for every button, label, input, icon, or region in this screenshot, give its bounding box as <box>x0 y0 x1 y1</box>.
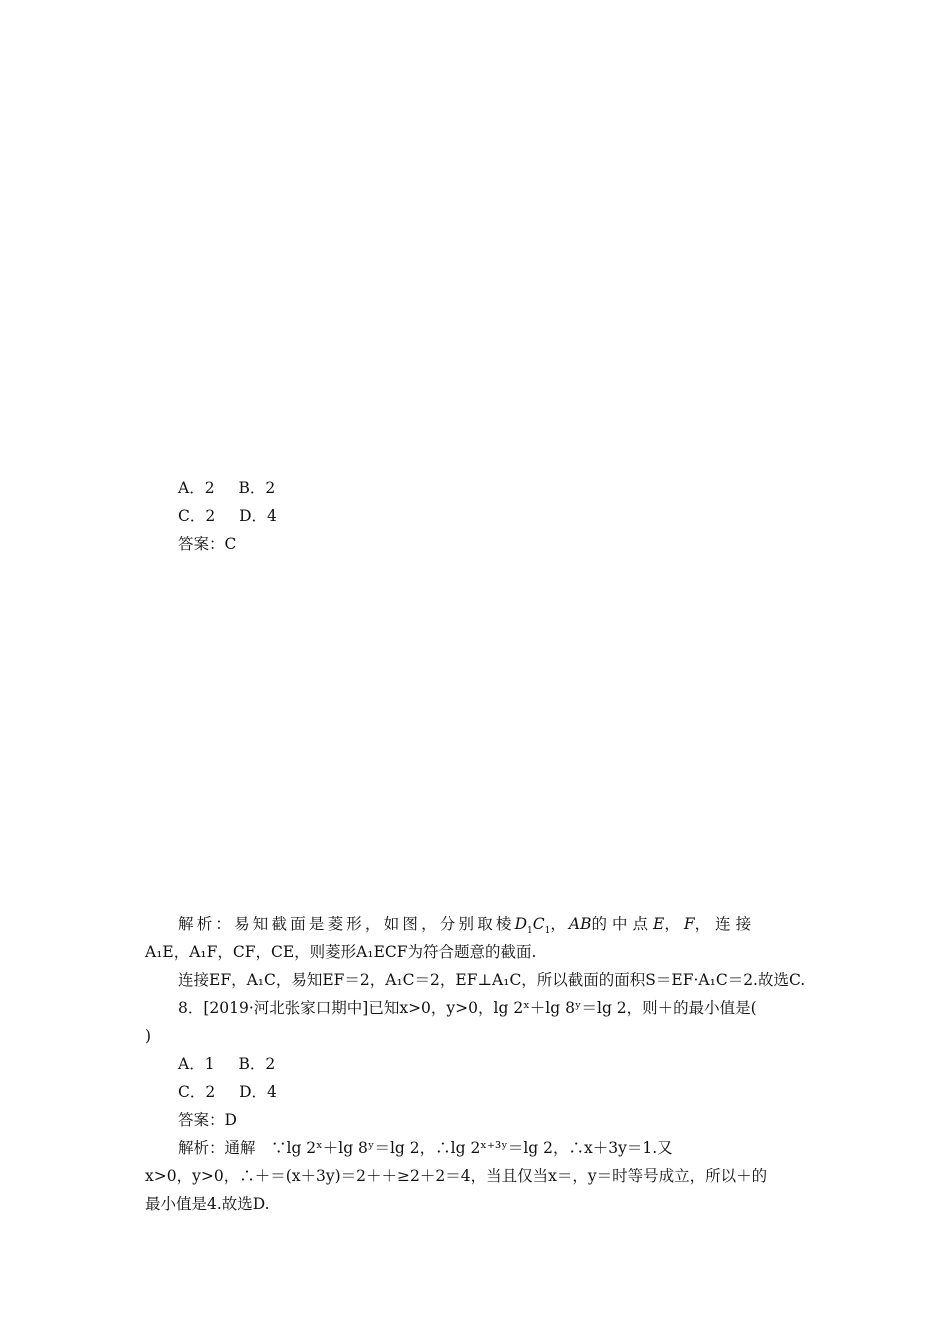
q8-solution-line-1: 解析：通解 ∵lg 2ˣ＋lg 8ʸ＝lg 2，∴lg 2ˣ⁺³ʸ＝lg 2，∴x＋3y＝1.又 <box>178 1139 673 1157</box>
math-f: F <box>683 915 695 933</box>
solution-text-2: 的中点 <box>591 915 654 933</box>
q7-options-row-2 <box>178 506 277 526</box>
q8-option-c: C．2 <box>178 1083 216 1101</box>
q7-solution-line-1: 解析：易知截面是菱形，如图，分别取棱$D_1C_1$，AB的中点E，F，连接 <box>178 915 757 937</box>
comma: ， <box>550 915 569 933</box>
q8-option-a: A．1 <box>178 1055 215 1073</box>
q7-solution-line-2: A₁E，A₁F，CF，CE，则菱形A₁ECF为符合题意的截面. <box>145 943 537 961</box>
q7-option-d: D．4 <box>239 507 277 525</box>
q8-stem-line-2: ) <box>145 1027 152 1045</box>
q7-option-a: A．2 <box>178 479 215 497</box>
q7-option-b: B．2 <box>238 479 276 497</box>
solution-text-3: ，连接 <box>694 915 757 933</box>
q8-answer: 答案：D <box>178 1111 237 1129</box>
q7-option-c: C．2 <box>178 507 216 525</box>
comma-2: ， <box>664 915 684 933</box>
q8-options-row-1 <box>178 1054 275 1074</box>
math-d: D <box>514 915 528 933</box>
q8-solution-line-2: x>0，y>0，∴＋＝(x＋3y)＝2＋＋≥2＋2＝4，当且仅当x＝，y＝时等号成立，所以＋的 <box>145 1167 768 1185</box>
q8-solution-line-3: 最小值是4.故选D. <box>145 1195 270 1213</box>
solution-text: 解析：易知截面是菱形，如图，分别取棱 <box>178 915 515 933</box>
q8-stem-line-1: 8．[2019·河北张家口期中]已知x>0，y>0，lg 2ˣ＋lg 8ʸ＝lg 2，则＋的最小值是( <box>178 999 757 1017</box>
math-ab: AB <box>568 915 592 933</box>
q8-option-d: D．4 <box>239 1083 277 1101</box>
q8-option-b: B．2 <box>238 1055 276 1073</box>
q8-options-row-2 <box>178 1082 277 1102</box>
q7-options-row-1 <box>178 478 275 498</box>
math-e: E <box>653 915 665 933</box>
q7-solution-line-3: 连接EF，A₁C，易知EF＝2，A₁C＝2，EF⊥A₁C，所以截面的面积S＝EF·A₁C＝2.故选C. <box>178 971 806 989</box>
q7-answer: 答案：C <box>178 535 237 553</box>
math-c: C <box>532 915 545 933</box>
